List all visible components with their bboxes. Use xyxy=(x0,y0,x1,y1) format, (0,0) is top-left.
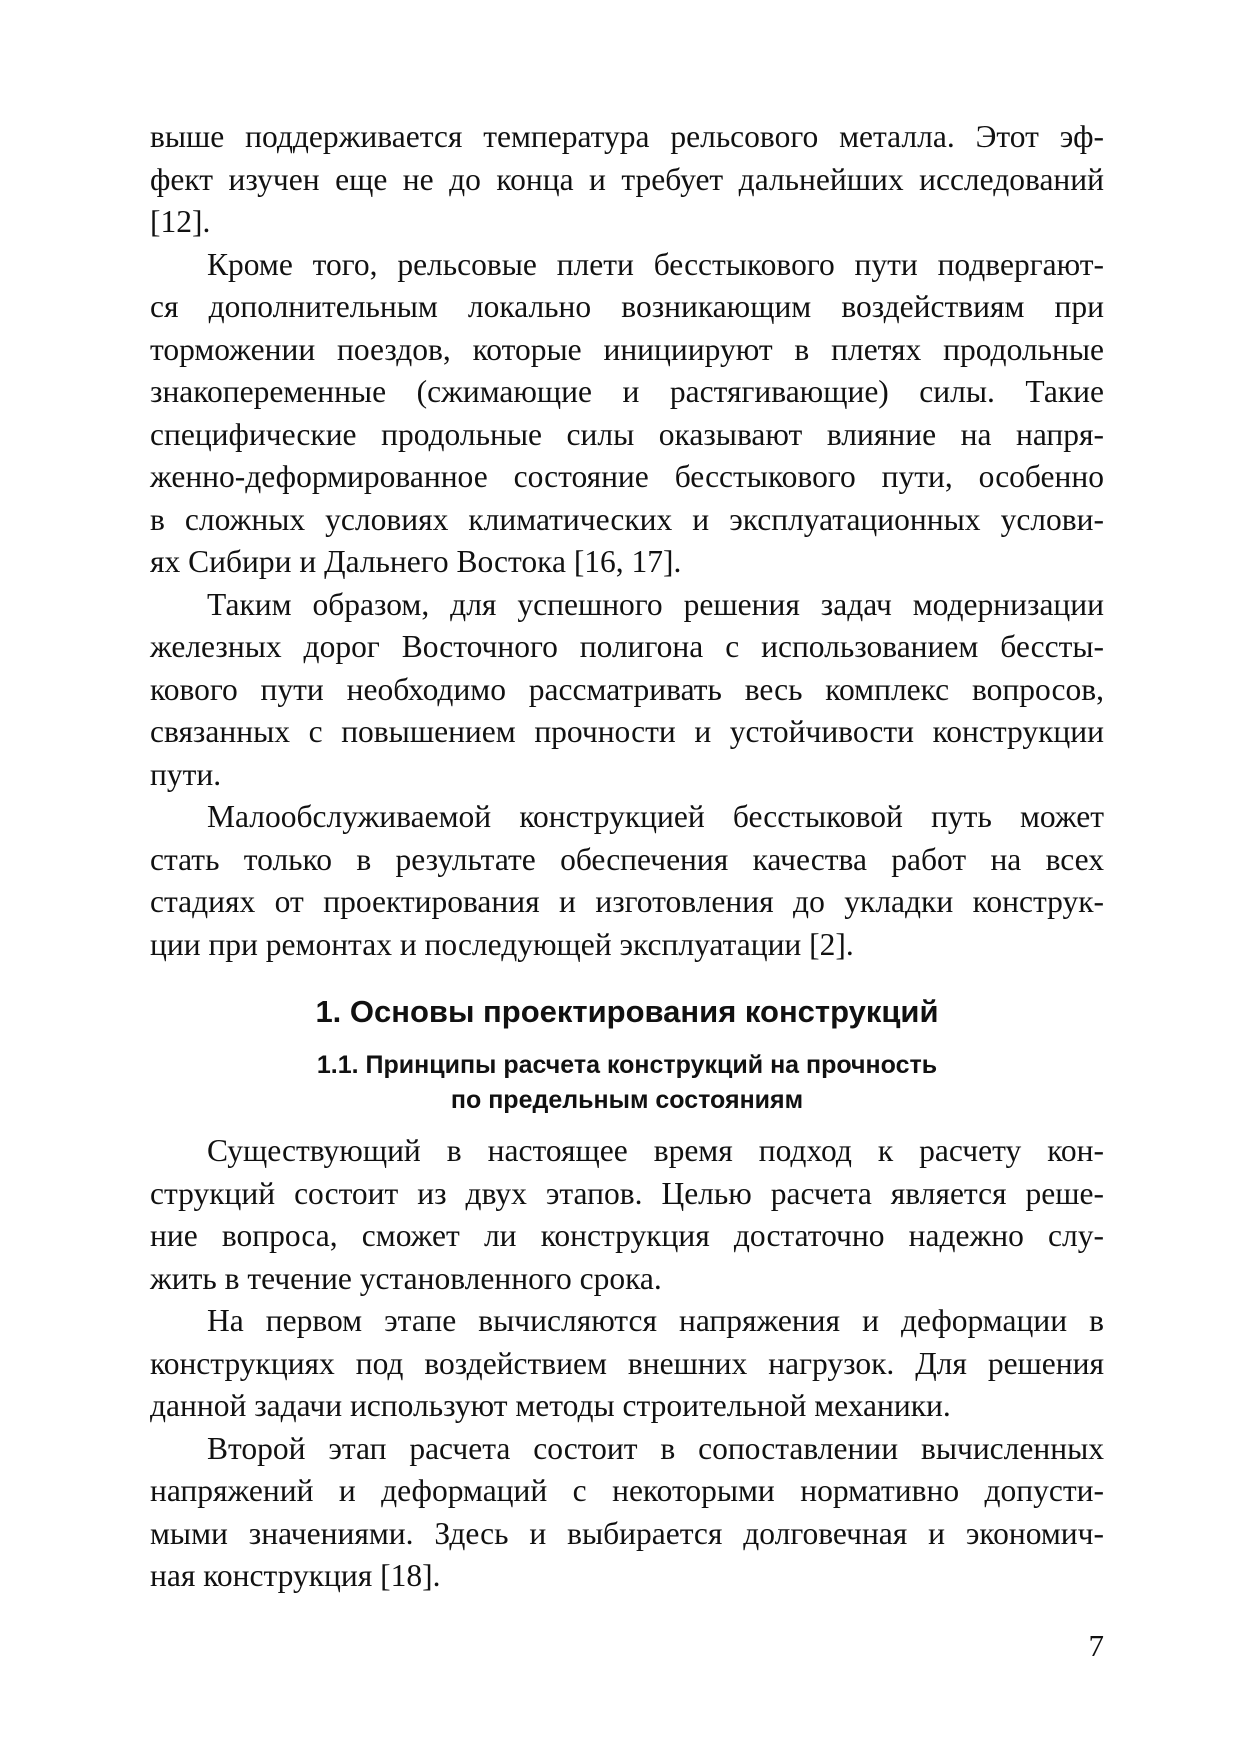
paragraph xyxy=(150,116,1104,244)
text-line: ся дополнительным локально возникающим воздействиям при xyxy=(150,289,1104,324)
subsection-heading xyxy=(150,1048,1104,1118)
heading-title: 1. Основы проектирования конструкций xyxy=(315,994,939,1029)
paragraph xyxy=(150,1428,1104,1598)
text-line: специфические продольные силы оказывают влияние на напря- xyxy=(150,416,1104,452)
text-line: фект изучен еще не до конца и требует дальнейших исследований xyxy=(150,161,1104,197)
text-line: железных дорог Восточного полигона с использованием бессты- xyxy=(150,629,1104,664)
text-line: [12]. xyxy=(150,204,211,239)
section-heading xyxy=(150,992,1104,1032)
text-line: торможении поездов, которые инициируют в плетях продольные xyxy=(150,331,1104,367)
text-line: Кроме того, рельсовые плети бесстыкового пути подвергают- xyxy=(207,246,1104,282)
paragraph xyxy=(150,1130,1104,1300)
body-text-top xyxy=(150,116,1104,966)
text-line: пути. xyxy=(150,756,222,792)
text-line: стать только в результате обеспечения качества работ на всех xyxy=(150,841,1104,877)
text-line: жить в течение установленного срока. xyxy=(150,1260,662,1296)
text-line: стадиях от проектирования и изготовления до укладки конструк- xyxy=(150,884,1104,919)
text-line: женно-деформированное состояние бесстыкового пути, особенно xyxy=(150,459,1104,494)
text-line: ние вопроса, сможет ли конструкция достаточно надежно слу- xyxy=(150,1218,1104,1253)
text-line: знакопеременные (сжимающие и растягивающие) силы. Такие xyxy=(150,374,1104,409)
text-line: в сложных условиях климатических и эксплуатационных услови- xyxy=(150,501,1104,537)
paragraph xyxy=(150,796,1104,966)
text-line: ная конструкция [18]. xyxy=(150,1558,441,1593)
page-number: 7 xyxy=(1088,1628,1104,1663)
text-line: мыми значениями. Здесь и выбирается долговечная и экономич- xyxy=(150,1515,1104,1551)
text-line: струкций состоит из двух этапов. Целью расчета является реше- xyxy=(150,1175,1104,1211)
paragraph xyxy=(150,1300,1104,1428)
subheading-line: по предельным состояниям xyxy=(450,1086,804,1114)
text-line: связанных с повышением прочности и устойчивости конструкции xyxy=(150,714,1104,749)
text-line: кового пути необходимо рассматривать весь комплекс вопросов, xyxy=(150,671,1104,707)
text-line: Второй этап расчета состоит в сопоставлении вычисленных xyxy=(207,1430,1104,1466)
text-line: Малообслуживаемой конструкцией бесстыковой путь может xyxy=(207,799,1104,834)
text-line: конструкциях под воздействием внешних нагрузок. Для решения xyxy=(150,1345,1104,1381)
text-line: На первом этапе вычисляются напряжения и деформации в xyxy=(207,1303,1104,1338)
text-line: Таким образом, для успешного решения задач модернизации xyxy=(207,586,1104,622)
text-line: ях Сибири и Дальнего Востока [16, 17]. xyxy=(150,544,682,579)
text-line: Существующий в настоящее время подход к расчету кон- xyxy=(207,1133,1104,1168)
subheading-line: 1.1. Принципы расчета конструкций на прочность xyxy=(316,1051,938,1079)
paragraph xyxy=(150,584,1104,797)
text-line: ции при ремонтах и последующей эксплуатации [2]. xyxy=(150,926,854,962)
text-line: выше поддерживается температура рельсового металла. Этот эф- xyxy=(150,119,1104,154)
text-line: данной задачи используют методы строительной механики. xyxy=(150,1388,951,1423)
paragraph xyxy=(150,244,1104,584)
text-line: напряжений и деформаций с некоторыми нормативно допусти- xyxy=(150,1473,1104,1508)
body-text-bottom xyxy=(150,1130,1104,1598)
